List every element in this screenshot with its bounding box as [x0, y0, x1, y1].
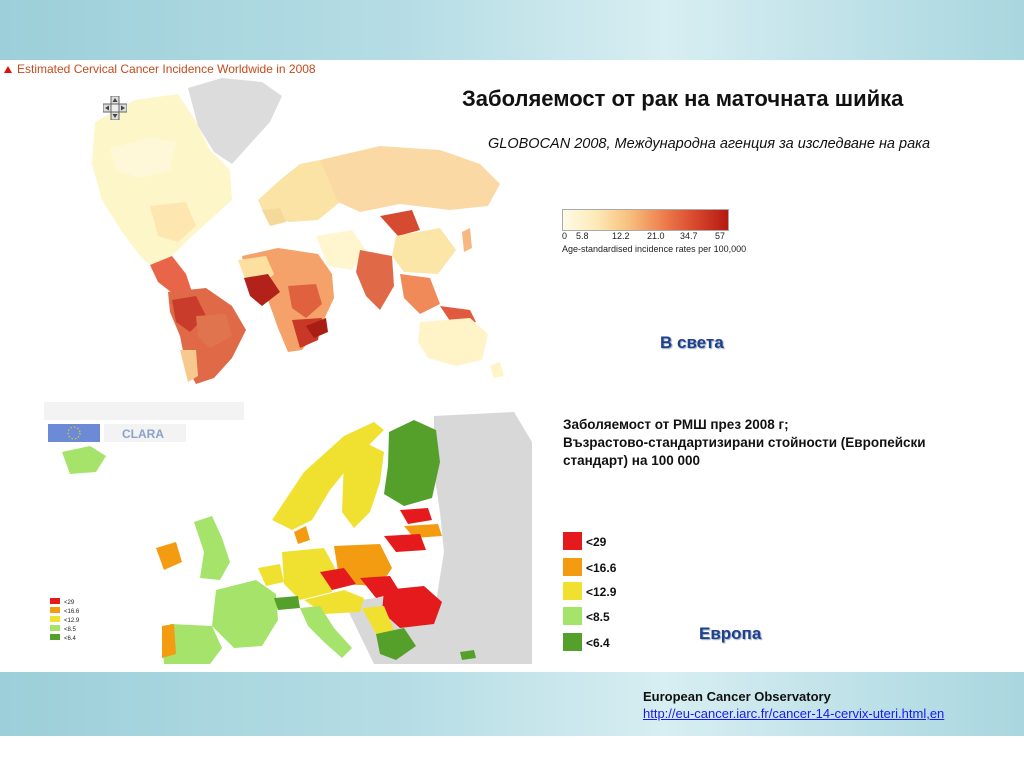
footer-source: [643, 689, 944, 721]
footer-org: European Cancer Observatory: [643, 689, 831, 704]
legend-label: <8.5: [586, 610, 610, 624]
legend-label: <12.9: [586, 585, 617, 599]
legend-label: <29: [586, 535, 607, 549]
europe-description: [563, 416, 983, 470]
world-label: В света: [660, 333, 724, 352]
legend-swatch: [563, 607, 582, 625]
footer-link[interactable]: http://eu-cancer.iarc.fr/cancer-14-cervix-uteri.html,en: [643, 706, 945, 721]
world-color-legend: [562, 207, 784, 257]
legend-tick: 0: [562, 231, 568, 241]
legend-label: <16.6: [586, 561, 617, 575]
description-line: Възрастово-стандартизирани стойности (Европейски: [563, 435, 926, 450]
legend-tick: 12.2: [612, 231, 630, 241]
world-map-title-text: Estimated Cervical Cancer Incidence Worldwide in 2008: [17, 62, 316, 76]
slide-subtitle: GLOBOCAN 2008, Международна агенция за изследване на рака: [488, 136, 931, 152]
legend-label: <6.4: [586, 636, 610, 650]
description-line: стандарт) на 100 000: [563, 453, 700, 468]
legend-tick: 57: [715, 231, 726, 241]
top-banner: [0, 0, 1024, 60]
arrow-pad-icon[interactable]: [103, 96, 127, 120]
small-legend-label: <16.6: [64, 609, 80, 615]
legend-swatch: [563, 582, 582, 600]
legend-swatch: [563, 633, 582, 651]
legend-swatch: [563, 558, 582, 576]
color-gradient-bar: [562, 209, 729, 231]
warning-triangle-icon: [4, 66, 12, 73]
legend-tick: 34.7: [680, 231, 698, 241]
eu-flag-icon: [48, 424, 100, 442]
europe-label: Европа: [699, 624, 762, 643]
clara-logo-text: CLARA: [122, 427, 164, 441]
legend-tick: 21.0: [647, 231, 665, 241]
small-legend-label: <6.4: [64, 636, 76, 642]
world-map-title: [4, 62, 316, 76]
small-legend-label: <29: [64, 600, 75, 606]
legend-caption: Age-standardised incidence rates per 100,000: [562, 244, 747, 254]
world-incidence-map: [0, 60, 522, 385]
slide-heading: Заболяемост от рак на маточната шийка: [462, 86, 904, 111]
europe-map-graphic: [44, 402, 532, 664]
legend-tick: 5.8: [576, 231, 589, 241]
description-line: Заболяемост от РМШ през 2008 г;: [563, 417, 789, 432]
small-legend-label: <12.9: [64, 618, 80, 624]
world-map-graphic: [0, 60, 522, 385]
small-legend-label: <8.5: [64, 627, 76, 633]
pan-zoom-control-icon[interactable]: [103, 96, 127, 125]
europe-incidence-map: [44, 402, 532, 664]
legend-swatch: [563, 532, 582, 550]
